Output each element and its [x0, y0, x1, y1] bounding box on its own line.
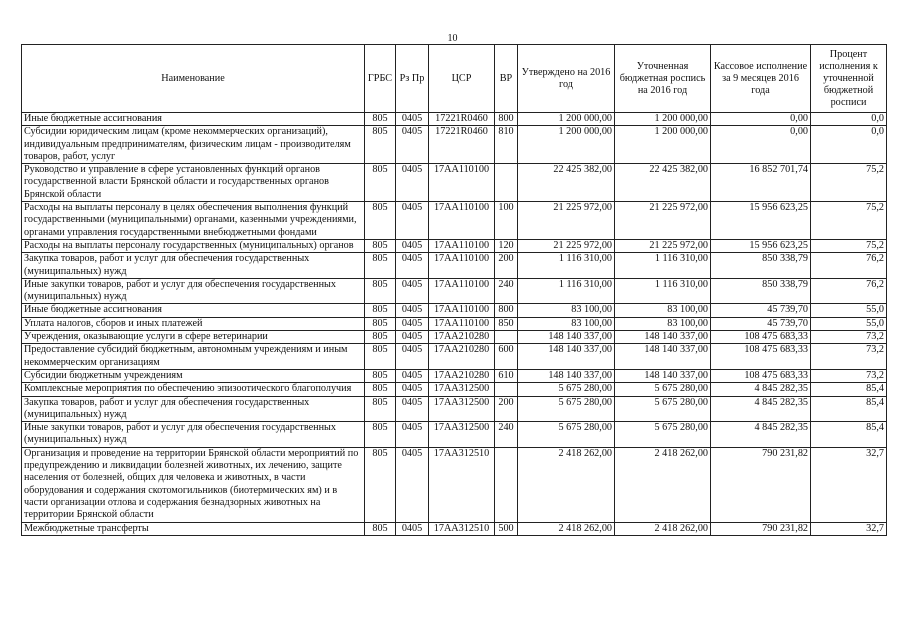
cell-percent: 32,7	[811, 522, 887, 535]
table-row	[22, 278, 887, 304]
cell-rzpr: 0405	[396, 396, 429, 422]
table-row	[22, 317, 887, 330]
cell-percent: 73,2	[811, 344, 887, 370]
cell-approved: 5 675 280,00	[518, 396, 615, 422]
cell-name: Организация и проведение на территории Брянской области мероприятий по предупреждению и ликвидации болезней животных, их лечению, защите населения от болезней, общих для человека и животных, в части оборудования и содержания скотомогильников (биотермических ям) и в части организации отлова и содержания безнадзорных животных на территории Брянской области	[22, 447, 365, 522]
table-row	[22, 164, 887, 202]
cell-revised: 1 200 000,00	[615, 113, 711, 126]
cell-csr: 17АА210280	[429, 369, 495, 382]
cell-cash: 4 845 282,35	[711, 422, 811, 448]
cell-rzpr: 0405	[396, 126, 429, 164]
cell-approved: 148 140 337,00	[518, 331, 615, 344]
cell-revised: 21 225 972,00	[615, 239, 711, 252]
cell-cash: 0,00	[711, 126, 811, 164]
cell-name: Иные бюджетные ассигнования	[22, 304, 365, 317]
budget-table	[21, 44, 887, 536]
cell-rzpr: 0405	[396, 383, 429, 396]
cell-vr: 810	[495, 126, 518, 164]
cell-revised: 5 675 280,00	[615, 383, 711, 396]
cell-grbs: 805	[365, 383, 396, 396]
cell-percent: 32,7	[811, 447, 887, 522]
cell-rzpr: 0405	[396, 331, 429, 344]
cell-name: Иные закупки товаров, работ и услуг для обеспечения государственных (муниципальных) нужд	[22, 422, 365, 448]
cell-grbs: 805	[365, 126, 396, 164]
cell-cash: 108 475 683,33	[711, 344, 811, 370]
cell-vr: 100	[495, 202, 518, 240]
cell-rzpr: 0405	[396, 278, 429, 304]
table-row	[22, 202, 887, 240]
cell-approved: 21 225 972,00	[518, 202, 615, 240]
cell-percent: 55,0	[811, 317, 887, 330]
cell-cash: 45 739,70	[711, 304, 811, 317]
cell-grbs: 805	[365, 344, 396, 370]
cell-approved: 2 418 262,00	[518, 522, 615, 535]
table-row	[22, 304, 887, 317]
table-row	[22, 369, 887, 382]
table-row	[22, 113, 887, 126]
cell-rzpr: 0405	[396, 369, 429, 382]
cell-vr: 800	[495, 304, 518, 317]
cell-percent: 73,2	[811, 331, 887, 344]
header-csr: ЦСР	[429, 45, 495, 113]
cell-cash: 850 338,79	[711, 278, 811, 304]
cell-grbs: 805	[365, 396, 396, 422]
cell-name: Закупка товаров, работ и услуг для обеспечения государственных (муниципальных) нужд	[22, 396, 365, 422]
cell-csr: 17АА110100	[429, 164, 495, 202]
cell-approved: 5 675 280,00	[518, 422, 615, 448]
cell-grbs: 805	[365, 447, 396, 522]
cell-percent: 85,4	[811, 422, 887, 448]
header-rzpr: Рз Пр	[396, 45, 429, 113]
table-row	[22, 253, 887, 279]
table-row	[22, 344, 887, 370]
cell-percent: 73,2	[811, 369, 887, 382]
cell-grbs: 805	[365, 369, 396, 382]
cell-percent: 75,2	[811, 239, 887, 252]
cell-percent: 85,4	[811, 383, 887, 396]
page-number: 10	[447, 33, 458, 44]
table-row	[22, 383, 887, 396]
cell-revised: 148 140 337,00	[615, 331, 711, 344]
cell-revised: 21 225 972,00	[615, 202, 711, 240]
cell-name: Закупка товаров, работ и услуг для обеспечения государственных (муниципальных) нужд	[22, 253, 365, 279]
cell-percent: 0,0	[811, 126, 887, 164]
header-row	[22, 45, 887, 113]
cell-approved: 83 100,00	[518, 304, 615, 317]
cell-revised: 83 100,00	[615, 317, 711, 330]
cell-csr: 17АА210280	[429, 331, 495, 344]
cell-csr: 17АА210280	[429, 344, 495, 370]
cell-vr: 240	[495, 422, 518, 448]
cell-revised: 2 418 262,00	[615, 522, 711, 535]
cell-grbs: 805	[365, 113, 396, 126]
cell-vr	[495, 447, 518, 522]
cell-revised: 1 116 310,00	[615, 253, 711, 279]
table-row	[22, 522, 887, 535]
cell-name: Межбюджетные трансферты	[22, 522, 365, 535]
cell-percent: 55,0	[811, 304, 887, 317]
cell-percent: 75,2	[811, 164, 887, 202]
cell-cash: 108 475 683,33	[711, 331, 811, 344]
cell-name: Расходы на выплаты персоналу в целях обеспечения выполнения функций государственными (муниципальными) органами, казенными учреждениями, органами управления государственными внебюджетными фондами	[22, 202, 365, 240]
cell-cash: 15 956 623,25	[711, 202, 811, 240]
cell-revised: 1 116 310,00	[615, 278, 711, 304]
cell-vr: 500	[495, 522, 518, 535]
cell-name: Иные бюджетные ассигнования	[22, 113, 365, 126]
cell-grbs: 805	[365, 253, 396, 279]
cell-approved: 1 116 310,00	[518, 278, 615, 304]
table-row	[22, 396, 887, 422]
cell-percent: 0,0	[811, 113, 887, 126]
cell-vr: 120	[495, 239, 518, 252]
cell-percent: 76,2	[811, 253, 887, 279]
cell-cash: 16 852 701,74	[711, 164, 811, 202]
cell-rzpr: 0405	[396, 253, 429, 279]
cell-approved: 1 200 000,00	[518, 113, 615, 126]
cell-rzpr: 0405	[396, 447, 429, 522]
cell-name: Субсидии бюджетным учреждениям	[22, 369, 365, 382]
cell-approved: 83 100,00	[518, 317, 615, 330]
cell-csr: 17АА110100	[429, 239, 495, 252]
cell-approved: 2 418 262,00	[518, 447, 615, 522]
header-vr: ВР	[495, 45, 518, 113]
table-row	[22, 422, 887, 448]
cell-grbs: 805	[365, 239, 396, 252]
header-percent: Процент исполнения к уточненной бюджетной росписи	[811, 45, 887, 113]
cell-vr: 610	[495, 369, 518, 382]
cell-revised: 5 675 280,00	[615, 422, 711, 448]
cell-rzpr: 0405	[396, 202, 429, 240]
cell-cash: 4 845 282,35	[711, 396, 811, 422]
cell-csr: 17АА110100	[429, 304, 495, 317]
cell-name: Предоставление субсидий бюджетным, автономным учреждениям и иным некоммерческим организациям	[22, 344, 365, 370]
header-approved: Утверждено на 2016 год	[518, 45, 615, 113]
cell-approved: 22 425 382,00	[518, 164, 615, 202]
cell-grbs: 805	[365, 422, 396, 448]
cell-csr: 17АА312500	[429, 396, 495, 422]
cell-approved: 1 116 310,00	[518, 253, 615, 279]
cell-cash: 108 475 683,33	[711, 369, 811, 382]
cell-name: Руководство и управление в сфере установленных функций органов государственной власти Брянской области и государственных органов Брянской области	[22, 164, 365, 202]
cell-grbs: 805	[365, 278, 396, 304]
cell-cash: 45 739,70	[711, 317, 811, 330]
cell-revised: 22 425 382,00	[615, 164, 711, 202]
cell-cash: 850 338,79	[711, 253, 811, 279]
cell-csr: 17АА110100	[429, 278, 495, 304]
cell-csr: 17221R0460	[429, 113, 495, 126]
cell-cash: 790 231,82	[711, 522, 811, 535]
cell-csr: 17АА312500	[429, 422, 495, 448]
cell-name: Уплата налогов, сборов и иных платежей	[22, 317, 365, 330]
cell-approved: 148 140 337,00	[518, 344, 615, 370]
cell-name: Субсидии юридическим лицам (кроме некоммерческих организаций), индивидуальным предпринимателям, физическим лицам - производителям товаров, работ, услуг	[22, 126, 365, 164]
cell-rzpr: 0405	[396, 304, 429, 317]
cell-csr: 17АА312510	[429, 447, 495, 522]
cell-csr: 17АА312510	[429, 522, 495, 535]
cell-cash: 15 956 623,25	[711, 239, 811, 252]
cell-percent: 85,4	[811, 396, 887, 422]
cell-vr	[495, 383, 518, 396]
cell-csr: 17АА110100	[429, 202, 495, 240]
cell-rzpr: 0405	[396, 344, 429, 370]
cell-grbs: 805	[365, 164, 396, 202]
cell-cash: 790 231,82	[711, 447, 811, 522]
cell-csr: 17АА312500	[429, 383, 495, 396]
cell-rzpr: 0405	[396, 317, 429, 330]
table-row	[22, 126, 887, 164]
cell-vr	[495, 164, 518, 202]
cell-revised: 148 140 337,00	[615, 344, 711, 370]
cell-approved: 1 200 000,00	[518, 126, 615, 164]
cell-grbs: 805	[365, 331, 396, 344]
cell-revised: 2 418 262,00	[615, 447, 711, 522]
cell-rzpr: 0405	[396, 422, 429, 448]
cell-rzpr: 0405	[396, 113, 429, 126]
cell-approved: 148 140 337,00	[518, 369, 615, 382]
cell-vr: 800	[495, 113, 518, 126]
cell-cash: 0,00	[711, 113, 811, 126]
header-revised: Уточненная бюджетная роспись на 2016 год	[615, 45, 711, 113]
cell-name: Расходы на выплаты персоналу государственных (муниципальных) органов	[22, 239, 365, 252]
cell-vr: 600	[495, 344, 518, 370]
cell-revised: 1 200 000,00	[615, 126, 711, 164]
cell-grbs: 805	[365, 522, 396, 535]
cell-percent: 75,2	[811, 202, 887, 240]
cell-rzpr: 0405	[396, 164, 429, 202]
cell-rzpr: 0405	[396, 239, 429, 252]
cell-csr: 17АА110100	[429, 253, 495, 279]
table-row	[22, 447, 887, 522]
cell-percent: 76,2	[811, 278, 887, 304]
cell-vr: 200	[495, 253, 518, 279]
cell-grbs: 805	[365, 202, 396, 240]
cell-csr: 17221R0460	[429, 126, 495, 164]
cell-vr: 200	[495, 396, 518, 422]
cell-name: Комплексные мероприятия по обеспечению эпизоотического благополучия	[22, 383, 365, 396]
cell-name: Учреждения, оказывающие услуги в сфере ветеринарии	[22, 331, 365, 344]
cell-grbs: 805	[365, 317, 396, 330]
cell-revised: 83 100,00	[615, 304, 711, 317]
cell-approved: 21 225 972,00	[518, 239, 615, 252]
cell-revised: 148 140 337,00	[615, 369, 711, 382]
cell-cash: 4 845 282,35	[711, 383, 811, 396]
header-cash: Кассовое исполнение за 9 месяцев 2016 года	[711, 45, 811, 113]
cell-vr	[495, 331, 518, 344]
cell-revised: 5 675 280,00	[615, 396, 711, 422]
cell-approved: 5 675 280,00	[518, 383, 615, 396]
table-row	[22, 239, 887, 252]
cell-csr: 17АА110100	[429, 317, 495, 330]
header-grbs: ГРБС	[365, 45, 396, 113]
cell-vr: 240	[495, 278, 518, 304]
cell-vr: 850	[495, 317, 518, 330]
cell-name: Иные закупки товаров, работ и услуг для обеспечения государственных (муниципальных) нужд	[22, 278, 365, 304]
cell-rzpr: 0405	[396, 522, 429, 535]
table-row	[22, 331, 887, 344]
header-name: Наименование	[22, 45, 365, 113]
cell-grbs: 805	[365, 304, 396, 317]
